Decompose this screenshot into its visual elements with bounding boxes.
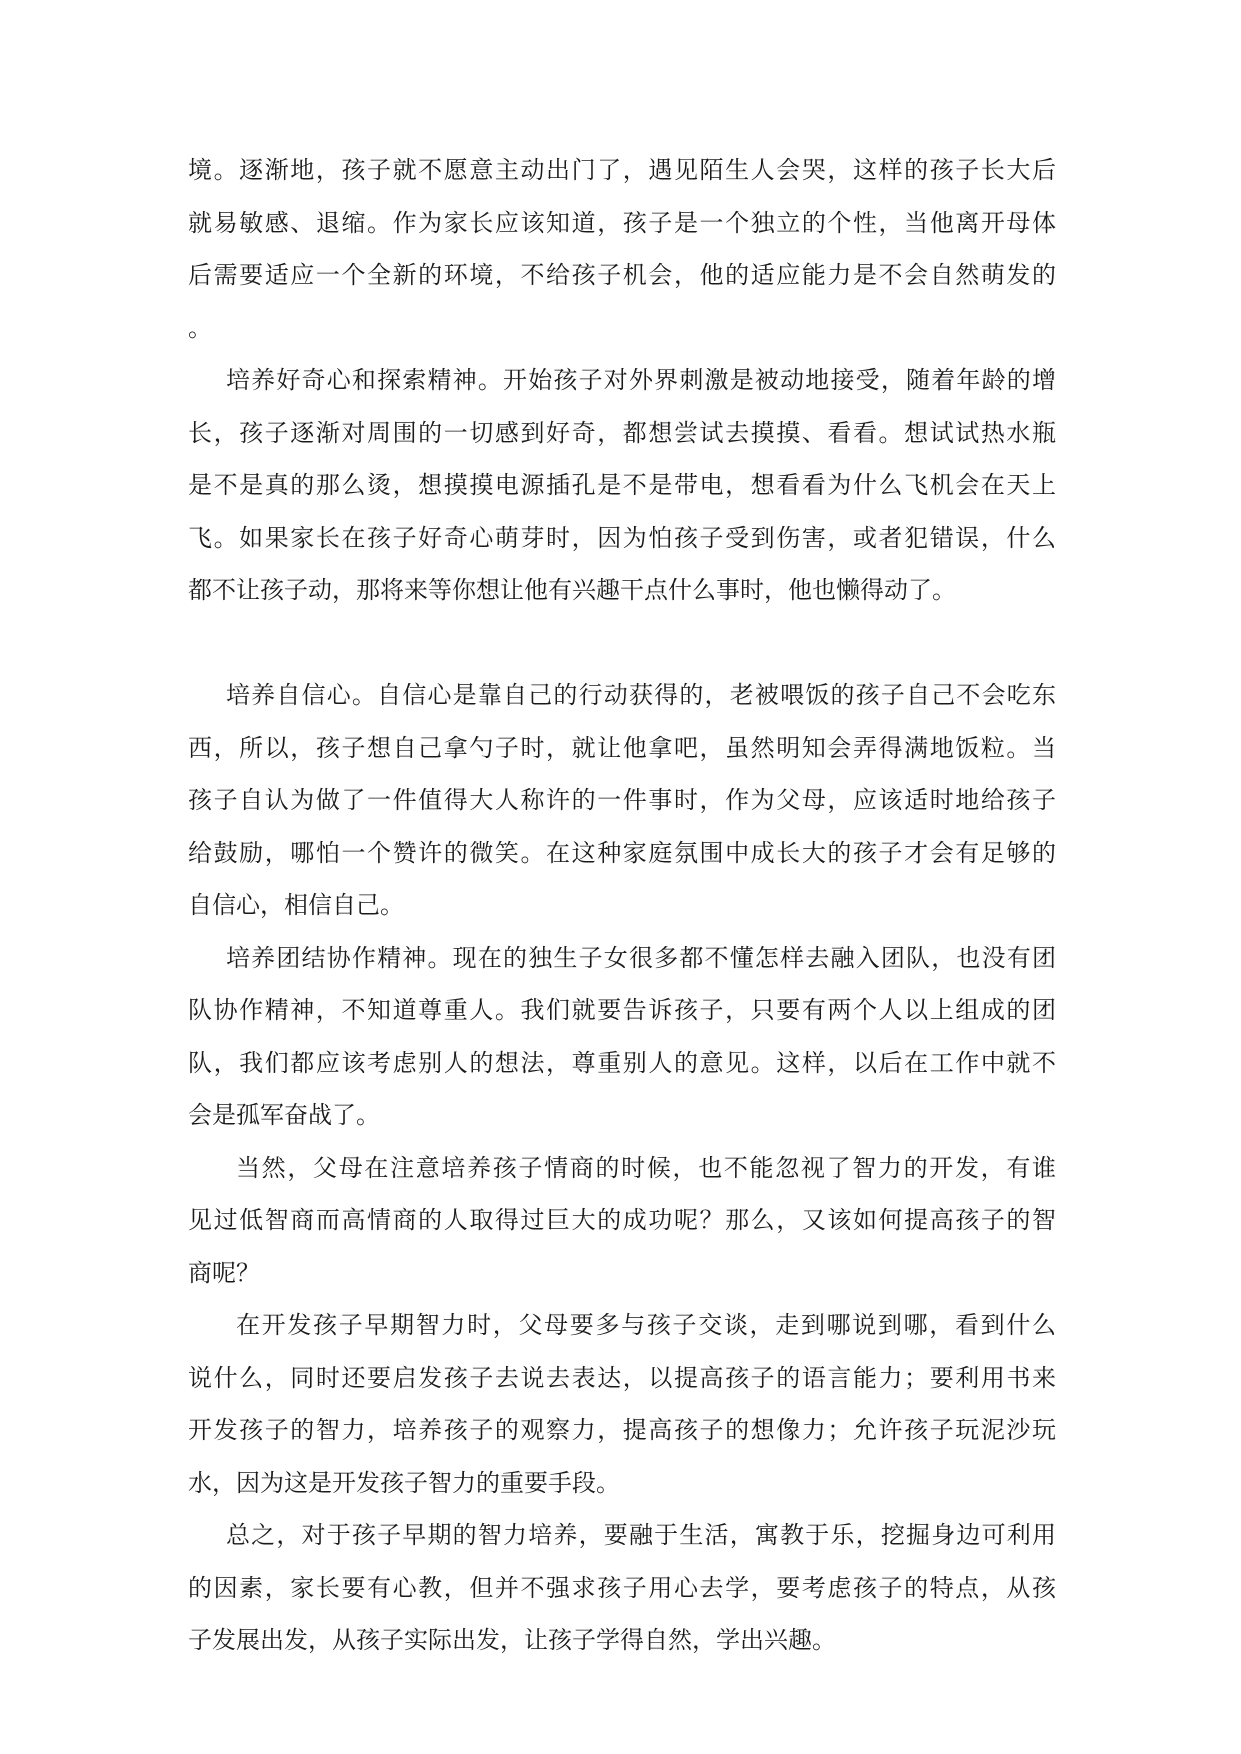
text-line: 队协作精神，不知道尊重人。我们就要告诉孩子，只要有两个人以上组成的团 (188, 996, 1056, 1024)
paragraph-summary (188, 1509, 1056, 1667)
paragraph-teamwork (188, 932, 1056, 1142)
text-line: 西，所以，孩子想自己拿勺子时，就让他拿吧，虽然明知会弄得满地饭粒。当 (188, 733, 1056, 762)
text-line: 孩子自认为做了一件值得大人称许的一件事时，作为父母，应该适时地给孩子 (188, 786, 1056, 814)
paragraph-confidence (188, 669, 1056, 932)
text-line: 给鼓励，哪怕一个赞许的微笑。在这种家庭氛围中成长大的孩子才会有足够的 (188, 838, 1056, 867)
paragraph-iq (188, 1142, 1056, 1300)
text-line: 子发展出发，从孩子实际出发，让孩子学得自然，学出兴趣。 (188, 1626, 836, 1654)
paragraph-early-intelligence (188, 1299, 1056, 1509)
blank-line (188, 617, 1056, 670)
text-line: 水，因为这是开发孩子智力的重要手段。 (188, 1468, 620, 1497)
text-line: 会是孤军奋战了。 (188, 1101, 380, 1129)
paragraph-curiosity (188, 354, 1056, 617)
text-line: 商呢？ (188, 1258, 260, 1287)
text-line: 境。逐渐地，孩子就不愿意主动出门了，遇见陌生人会哭，这样的孩子长大后 (188, 156, 1056, 184)
text-line: 队，我们都应该考虑别人的想法，尊重别人的意见。这样，以后在工作中就不 (188, 1048, 1056, 1077)
text-line: 总之，对于孩子早期的智力培养，要融于生活，寓教于乐，挖掘身边可利用 (226, 1521, 1056, 1549)
text-line: 说什么，同时还要启发孩子去说去表达，以提高孩子的语言能力；要利用书来 (188, 1363, 1056, 1392)
text-line: 的因素，家长要有心教，但并不强求孩子用心去学，要考虑孩子的特点，从孩 (188, 1573, 1056, 1602)
text-line: 见过低智商而高情商的人取得过巨大的成功呢？那么，又该如何提高孩子的智 (188, 1206, 1056, 1234)
text-line: 开发孩子的智力，培养孩子的观察力，提高孩子的想像力；允许孩子玩泥沙玩 (188, 1416, 1056, 1444)
text-line: 都不让孩子动，那将来等你想让他有兴趣干点什么事时，他也懒得动了。 (188, 576, 956, 604)
text-line: 当然，父母在注意培养孩子情商的时候，也不能忽视了智力的开发，有谁 (236, 1153, 1056, 1182)
text-line: 培养好奇心和探索精神。开始孩子对外界刺激是被动地接受，随着年龄的增 (226, 366, 1056, 394)
text-line: 自信心，相信自己。 (188, 891, 404, 919)
text-line: 就易敏感、退缩。作为家长应该知道，孩子是一个独立的个性，当他离开母体 (188, 208, 1056, 237)
text-line: 培养团结协作精神。现在的独生子女很多都不懂怎样去融入团队，也没有团 (226, 943, 1056, 972)
text-line: 在开发孩子早期智力时，父母要多与孩子交谈，走到哪说到哪，看到什么 (236, 1311, 1056, 1339)
paragraph-adaptation (188, 144, 1056, 354)
text-line: 是不是真的那么烫，想摸摸电源插孔是不是带电，想看看为什么飞机会在天上 (188, 471, 1056, 499)
text-line: 。 (188, 313, 212, 342)
text-line: 飞。如果家长在孩子好奇心萌芽时，因为怕孩子受到伤害，或者犯错误，什么 (188, 523, 1056, 552)
document-body (188, 144, 1056, 1667)
text-line: 长，孩子逐渐对周围的一切感到好奇，都想尝试去摸摸、看看。想试试热水瓶 (188, 418, 1056, 447)
text-line: 后需要适应一个全新的环境，不给孩子机会，他的适应能力是不会自然萌发的 (188, 261, 1056, 289)
text-line: 培养自信心。自信心是靠自己的行动获得的，老被喂饭的孩子自己不会吃东 (226, 681, 1056, 709)
